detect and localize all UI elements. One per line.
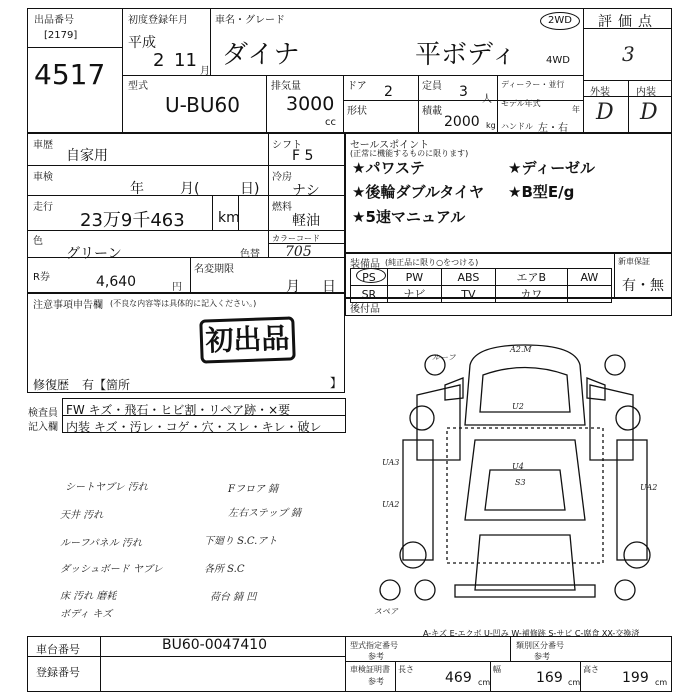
divider [343,100,583,101]
color-change-label: 色替 [240,249,260,260]
doors-label: ドア [347,81,367,92]
exterior-label: 外装 [590,87,610,98]
divider [395,661,396,692]
kg-unit: kg [486,121,496,130]
equipment-cell: PW [387,269,441,286]
year-unit: 年 [572,105,580,114]
shape-label: 形状 [347,106,367,117]
divider [418,100,419,133]
divider [190,257,191,293]
divider [27,257,345,258]
designation-ref: 参考 [368,652,384,661]
ac: ナシ [292,183,320,199]
equipment-note: (純正品に限り○をつける) [385,258,479,267]
diagram-mark: U4 [512,462,524,471]
cm-unit: cm [478,678,491,687]
divider [583,8,584,133]
divider [345,636,346,692]
cc-unit: cc [325,117,336,128]
category-ref: 参考 [534,652,550,661]
cm-unit: cm [655,678,668,687]
tax: 4,640 [96,274,137,290]
diagram-mark: U2 [512,402,524,411]
diagram-mark: UA2 [382,500,400,509]
repair-label: 修復歴 [33,378,70,392]
handwritten-note: ダッシュボード ヤブレ [60,564,163,575]
equipment-cell: SR [351,286,388,303]
new-car-label: 新車保証 [618,257,650,266]
cert-ref: 参考 [368,677,384,686]
reg-month: 11 [174,50,197,71]
inspection-label: 車検 [33,172,53,183]
color-label: 色 [33,236,43,247]
equipment-cell: PS [351,269,388,286]
fuel-label: 燃料 [272,202,292,213]
notes-label: 注意事項申告欄 [33,300,103,311]
registration-label: 登録番号 [36,666,80,679]
damage-legend: A-キズ E-エクボ U-凹み W-補修跡 S-サビ C-腐食 XX-交換済 [423,629,640,638]
divider [238,195,239,230]
inspector-label: 検査員 [28,408,58,419]
divider [27,165,345,166]
divider [27,230,345,231]
yen-unit: 円 [172,282,182,293]
diagram-mark: ルーフ [432,353,456,362]
inspection-month: 月( [180,181,200,197]
equipment-cell: ABS [441,269,495,286]
divider [583,28,672,29]
handwritten-note: 各所 S.C [204,564,245,575]
month-unit: 月 [200,66,210,77]
handwritten-note: ボディ キズ [60,609,113,620]
color-code: 705 [285,244,312,260]
diagram-mark: A2.M [510,345,532,354]
repair-value: 有【箇所 [82,378,131,392]
dealer-label: ディーラー・並行 [501,80,565,89]
divider [343,75,344,133]
person-unit: 人 [482,94,492,105]
score-label: 評価点 [598,14,658,30]
equipment-cell: ナビ [387,286,441,303]
handwritten-note: ルーフパネル 汚れ [60,538,142,549]
divider [490,661,491,692]
tax-label: R券 [33,272,50,283]
handwritten-note: 天井 汚れ [60,510,104,521]
handwritten-note: 下廻り S.C.アト [204,536,278,547]
fuel: 軽油 [292,213,320,229]
handwritten-note: Fフロア 錆 [228,484,279,495]
name-change-label: 名変期限 [194,264,234,275]
interior-grade: D [640,100,658,125]
doors: 2 [384,84,393,100]
color: グリーン [66,246,122,262]
notes-sub: (不良な内容等は具体的に記入ください。) [110,299,257,308]
divider [266,75,267,133]
shift-label: シフト [272,140,302,151]
divider [510,636,511,661]
drive-4wd: 4WD [546,55,570,66]
inspection-year: 年 [130,181,144,197]
height-label: 高さ [583,665,599,674]
displacement: 3000 [286,93,335,115]
displacement-label: 排気量 [271,81,301,92]
mileage-label: 走行 [33,202,53,213]
chassis: BU60-0047410 [162,637,268,653]
model-year-label: モデル年式 [501,99,541,108]
after-label: 後付品 [350,304,380,315]
handwritten-note: 左右ステップ 錆 [228,508,301,519]
lot-label: 出品番号 [34,15,74,26]
drive-2wd: 2WD [540,12,580,30]
interior-label: 内装 [636,87,656,98]
new-car: 有・無 [622,278,664,294]
ps-circle [356,268,386,283]
handle: 左・右 [538,123,568,134]
designation-label: 型式指定番号 [350,641,398,650]
divider [580,661,581,692]
cert-label: 車検証明書 [350,665,390,674]
divider [27,47,122,48]
length: 469 [445,670,472,686]
car-name-label: 車名・グレード [215,15,285,26]
km-unit: km [218,210,240,226]
diagram-mark: スペア [374,607,398,616]
color-code-label: カラーコード [272,234,320,243]
selling-point: ★後輪ダブルタイヤ [352,183,484,201]
divider [583,96,672,97]
height: 199 [622,670,649,686]
inspector-label-2: 記入欄 [28,422,58,433]
car-name: ダイナ [222,40,300,70]
divider [122,8,123,133]
repair-close: 】 [330,376,343,390]
mileage: 23万9千463 [80,210,185,231]
equipment-label: 装備品 [350,259,380,270]
divider [497,75,498,133]
usage: 自家用 [66,148,108,164]
usage-label: 車歴 [33,140,53,151]
selling-point: ★5速マニュアル [352,208,466,226]
divider [268,243,345,244]
cm-unit: cm [568,678,581,687]
handwritten-note: 床 汚れ 磨耗 [60,591,117,602]
inspection-day: 日) [240,181,260,197]
diagram-mark: UA3 [382,458,400,467]
selling-point: ★ディーゼル [508,159,595,177]
exterior-grade: D [596,100,614,125]
width-label: 幅 [493,665,501,674]
model-label: 型式 [128,81,148,92]
check-row-1: FW キズ・飛石・ヒビ割・リペア跡・×要 [66,403,291,417]
equipment-cell: AW [567,269,611,286]
divider [614,253,615,298]
check-row-2: 内装 キズ・汚レ・コゲ・穴・スレ・キレ・破レ [66,420,322,434]
name-change-month: 月 [286,279,300,295]
ac-label: 冷房 [272,172,292,183]
load: 2000 [444,114,480,130]
selling-label: セールスポイント [350,140,430,151]
divider [210,8,211,75]
divider [27,195,345,196]
width: 169 [536,670,563,686]
era: 平成 [128,35,156,51]
divider [212,195,213,230]
grade: 平ボディ [415,40,517,70]
after-block [345,298,672,316]
divider [628,80,629,133]
handwritten-note: シートヤブレ 汚れ [65,482,148,493]
lot-number: 4517 [34,58,106,91]
divider [122,75,583,76]
equipment-cell: カワ [495,286,567,303]
reg-label: 初度登録年月 [128,15,188,26]
handle-label: ハンドル [501,122,533,131]
divider [418,75,419,100]
load-label: 積載 [422,106,442,117]
diagram-mark: UA2 [640,483,658,492]
capacity: 3 [459,84,468,100]
score: 3 [622,42,635,66]
equipment-cell: エアB [495,269,567,286]
equipment-cell: TV [441,286,495,303]
shift: F 5 [292,148,314,164]
selling-note: (正常に機能するものに限ります) [350,149,469,158]
chassis-label: 車台番号 [36,643,80,656]
name-change-day: 日 [322,279,336,295]
lot-ref: [2179] [44,30,78,41]
vehicle-diagram [375,320,675,620]
capacity-label: 定員 [422,81,442,92]
first-listing-stamp: 初出品 [199,316,295,363]
selling-point: ★B型E/g [508,183,575,201]
length-label: 長さ [398,665,414,674]
model: U-BU60 [165,93,240,117]
handwritten-note: 荷台 錆 凹 [210,592,257,603]
divider [100,636,101,692]
category-label: 類別区分番号 [516,641,564,650]
selling-point: ★パワステ [352,159,425,177]
reg-year: 2 [153,50,165,71]
diagram-mark: S3 [515,478,526,487]
